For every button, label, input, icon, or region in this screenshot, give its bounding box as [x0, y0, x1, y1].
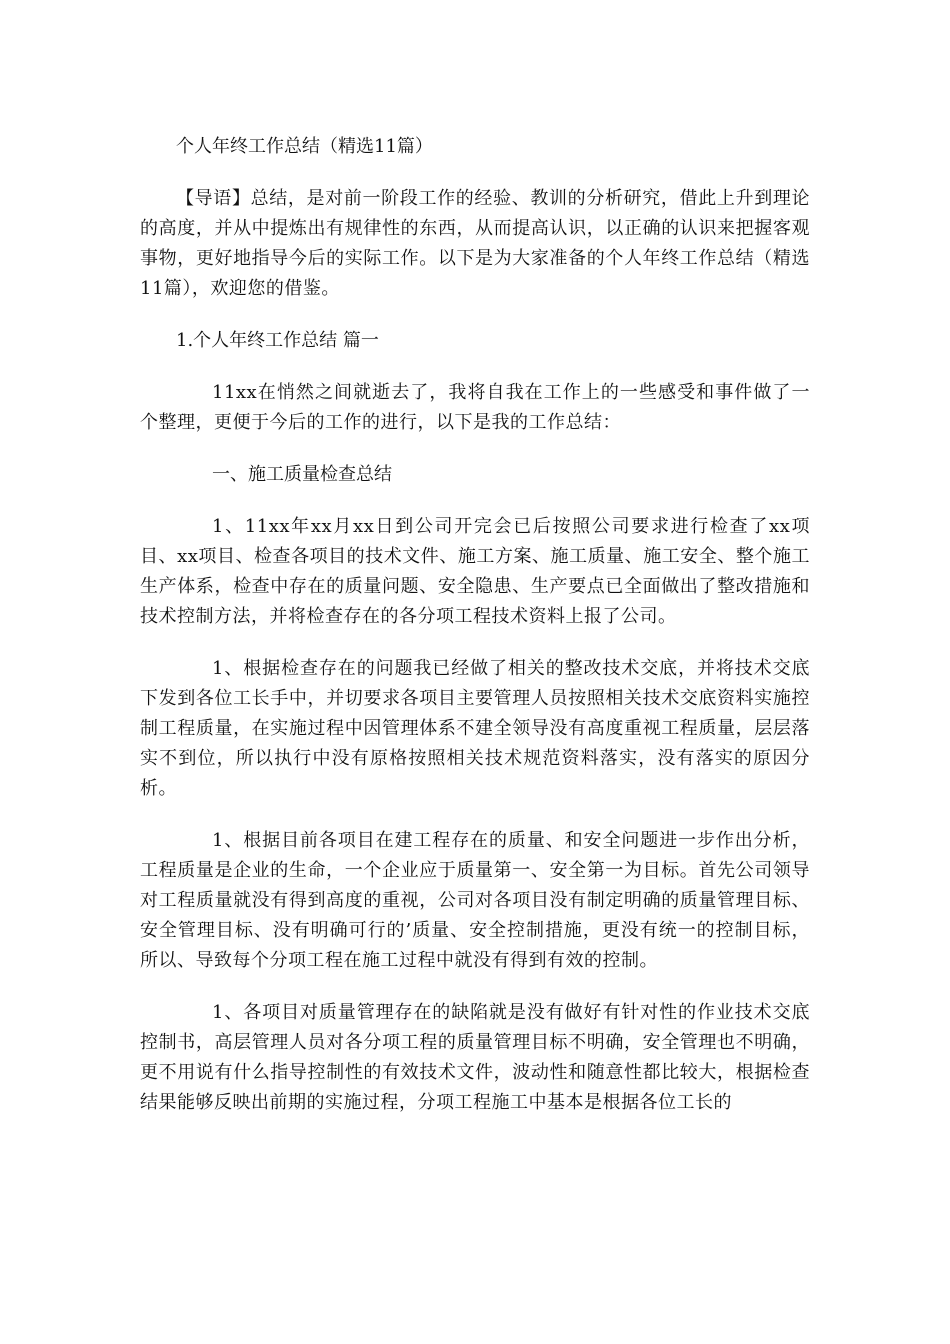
section-heading: 1.个人年终工作总结 篇一	[176, 330, 379, 351]
document-title: 个人年终工作总结（精选11篇）	[176, 136, 433, 157]
item-paragraph: 1、各项目对质量管理存在的缺陷就是没有做好有针对性的作业技术交底控制书，高层管理人员对各分项工程的质量管理目标不明确，安全管理也不明确，更不用说有什么指导控制性的有效技术文件，波动性和随意性都比较大，根据检查结果能够反映出前期的实施过程，分项工程施工中基本是根据各位工长的	[140, 1002, 810, 1113]
section-paragraph: 11xx在悄然之间就逝去了，我将自我在工作上的一些感受和事件做了一个整理，更便于今后的工作的进行，以下是我的工作总结：	[140, 382, 810, 433]
item-paragraph: 1、根据目前各项目在建工程存在的质量、和安全问题进一步作出分析，工程质量是企业的生命，一个企业应于质量第一、安全第一为目标。首先公司领导对工程质量就没有得到高度的重视，公司对各项目没有制定明确的质量管理目标、安全管理目标、没有明确可行的’质量、安全控制措施，更没有统一的控制目标，所以、导致每个分项工程在施工过程中就没有得到有效的控制。	[140, 830, 810, 971]
intro-paragraph: 【导语】总结，是对前一阶段工作的经验、教训的分析研究，借此上升到理论的高度，并从中提炼出有规律性的东西，从而提高认识，以正确的认识来把握客观事物，更好地指导今后的实际工作。以下是为大家准备的个人年终工作总结（精选11篇），欢迎您的借鉴。	[140, 188, 810, 299]
subheading: 一、施工质量检查总结	[212, 464, 392, 485]
item-paragraph: 1、根据检查存在的问题我已经做了相关的整改技术交底，并将技术交底下发到各位工长手中，并切要求各项目主要管理人员按照相关技术交底资料实施控制工程质量，在实施过程中因管理体系不建全领导没有高度重视工程质量，层层落实不到位，所以执行中没有原格按照相关技术规范资料落实，没有落实的原因分析。	[140, 658, 810, 799]
document-body	[140, 132, 810, 1140]
item-paragraph: 1、11xx年xx月xx日到公司开完会已后按照公司要求进行检查了xx项目、xx项目、检查各项目的技术文件、施工方案、施工质量、施工安全、整个施工生产体系，检查中存在的质量问题、安全隐患、生产要点已全面做出了整改措施和技术控制方法，并将检查存在的各分项工程技术资料上报了公司。	[140, 516, 810, 627]
